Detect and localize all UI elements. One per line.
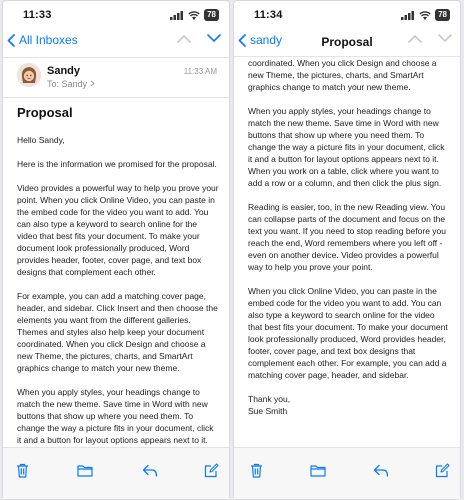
body-paragraph: When you apply styles, your headings change to match the new theme. Save time in Word with new buttons that show up where you need them. To change the way a picture fits in your document, click it and a button for layout options appears next to it. <box>17 387 214 445</box>
message-timestamp: 11:33 AM <box>183 67 217 76</box>
to-prefix: To: <box>47 79 60 89</box>
body-paragraph: Reading is easier, too, in the new Reading view. You can collapse parts of the document and focus on the text you want. If you need to stop reading before you reach the end, Word remembers where you left off - even on another device. Video provides a powerful way to help you prove your point. <box>248 202 446 272</box>
reply-icon[interactable] <box>371 460 391 480</box>
folder-icon[interactable] <box>75 460 95 480</box>
message-header <box>3 59 229 95</box>
bottom-toolbar <box>234 447 460 499</box>
message-subject: Proposal <box>17 105 73 120</box>
back-label: sandy <box>250 33 283 47</box>
status-time: 11:34 <box>254 9 283 21</box>
wifi-icon <box>188 11 200 20</box>
body-paragraph: For example, you can add a matching cover page, header, and sidebar. Click Insert and then choose the elements you want from the different galleries. Themes and styles also help keep your document coordinated. When you click Design and choose a new Theme, the pictures, charts, and SmartArt graphics change to match your new theme. <box>17 291 218 373</box>
wifi-icon <box>419 11 431 20</box>
message-body <box>248 57 450 451</box>
body-paragraph: Hello Sandy, <box>17 135 65 145</box>
status-bar <box>234 1 460 27</box>
status-icons <box>401 9 450 21</box>
mail-nav-bar <box>3 31 229 55</box>
previous-message-icon[interactable] <box>177 34 191 43</box>
chevron-left-icon <box>7 34 15 47</box>
previous-message-icon[interactable] <box>408 34 422 43</box>
body-paragraph: When you click Online Video, you can paste in the embed code for the video you want to add. You can also type a keyword to search online for the video that best fits your document. To make your document look professionally produced, Word provides header, footer, cover page, and text box designs that complement each other. For example, you can add a matching cover page, header, and sidebar. <box>248 286 448 380</box>
body-paragraph: Video provides a powerful way to help you prove your point. When you click Online Video, you can paste in the embed code for the video you want to add. You can also type a keyword to search online for the video that best fits your document. To make your document look professionally produced, Word provides header, footer, cover page, and text box designs that complement each other. <box>17 183 219 277</box>
body-paragraph: coordinated. When you click Design and choose a new Theme, the pictures, charts, and SmartArt graphics change to match your new theme. <box>248 58 437 92</box>
battery-icon: 78 <box>435 9 450 21</box>
next-message-icon[interactable] <box>207 34 221 43</box>
message-arrows <box>177 34 221 43</box>
reply-icon[interactable] <box>140 460 160 480</box>
trash-icon[interactable] <box>246 460 266 480</box>
trash-icon[interactable] <box>12 460 32 480</box>
cellular-icon <box>170 11 184 20</box>
compose-icon[interactable] <box>201 460 221 480</box>
chevron-right-icon <box>90 80 95 87</box>
compose-icon[interactable] <box>432 460 452 480</box>
divider <box>3 57 229 58</box>
mail-nav-bar <box>234 31 460 55</box>
folder-icon[interactable] <box>308 460 328 480</box>
message-arrows <box>408 34 452 43</box>
back-label: All Inboxes <box>19 33 78 47</box>
sender-name[interactable]: Sandy <box>47 65 81 77</box>
status-time: 11:33 <box>23 9 52 21</box>
cellular-icon <box>401 11 415 20</box>
status-icons <box>170 9 219 21</box>
recipient-name: Sandy <box>61 79 88 89</box>
body-paragraph: When you apply styles, your headings change to match the new theme. Save time in Word with new buttons that show up where you need them. To change the way a picture fits in your document, click it and a button for layout options appears next to it. When you work on a table, click where you want to add a row or a column, and then click the plus sign. <box>248 106 445 188</box>
recipient-line[interactable] <box>47 79 95 89</box>
avatar-memoji-icon <box>17 63 41 87</box>
nav-title: Proposal <box>321 35 373 49</box>
body-paragraph: Here is the information we promised for the proposal. <box>17 159 217 169</box>
divider <box>3 97 229 98</box>
right-mail-screen <box>233 0 461 500</box>
bottom-toolbar <box>3 447 229 499</box>
next-message-icon[interactable] <box>438 34 452 43</box>
battery-icon: 78 <box>204 9 219 21</box>
avatar[interactable] <box>17 63 41 87</box>
signature: Thank you, Sue Smith <box>248 394 291 416</box>
message-body <box>17 134 219 449</box>
back-button[interactable] <box>7 33 78 47</box>
left-mail-screen <box>2 0 230 500</box>
status-bar <box>3 1 229 27</box>
